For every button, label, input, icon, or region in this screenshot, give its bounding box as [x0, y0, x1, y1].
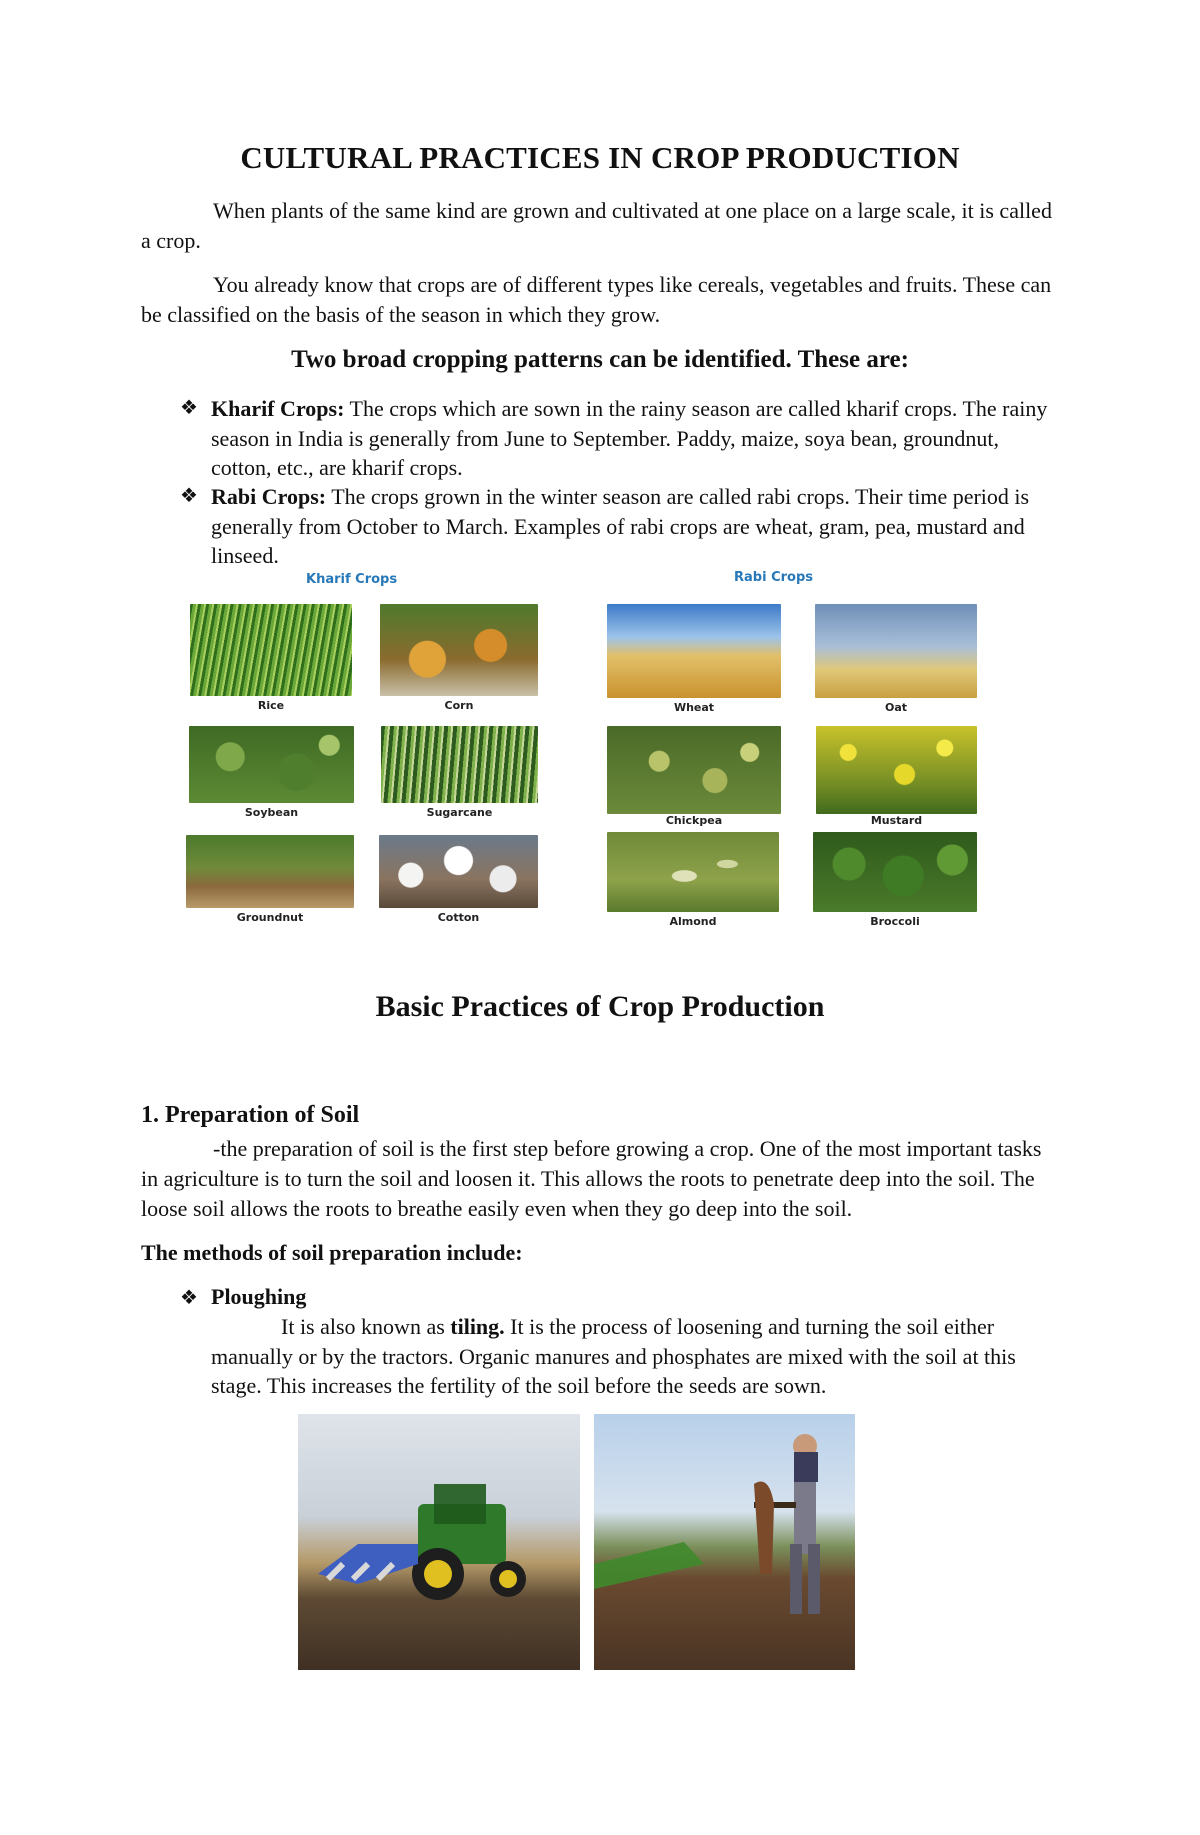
broccoli-photo — [813, 832, 977, 912]
chickpea-photo — [607, 726, 781, 814]
groundnut-photo — [186, 835, 354, 908]
wheat-caption: Wheat — [673, 701, 715, 714]
intro-paragraph-1: When plants of the same kind are grown and cultivated at one place on a large scale, it is called a crop. — [141, 198, 1052, 253]
ploughing-paragraph — [211, 1312, 1061, 1401]
soybean-caption: Soybean — [244, 806, 299, 819]
kharif-gallery-title: Kharif Crops — [306, 572, 398, 587]
wheat-photo — [607, 604, 781, 698]
rabi-gallery-title: Rabi Crops — [734, 570, 813, 585]
bullet-term: Kharif Crops: — [211, 396, 345, 421]
corn-caption: Corn — [444, 699, 474, 712]
diamond-bullet-icon: ❖ — [180, 1287, 198, 1309]
sugarcane-caption: Sugarcane — [426, 806, 493, 819]
cropping-patterns-heading: Two broad cropping patterns can be identified. These are: — [291, 346, 909, 373]
almond-caption: Almond — [669, 915, 717, 928]
mustard-caption: Mustard — [870, 814, 923, 827]
rice-photo — [190, 604, 352, 696]
cotton-caption: Cotton — [437, 911, 480, 924]
broccoli-caption: Broccoli — [870, 915, 920, 928]
groundnut-caption: Groundnut — [236, 911, 304, 924]
ploughing-text-start: It is also known as — [281, 1314, 451, 1339]
page-title: CULTURAL PRACTICES IN CROP PRODUCTION — [240, 140, 960, 175]
ploughing-text-end: It is the process of loosening and turning the soil either manually or by the tractors. Organic manures and phosphates are mixed with the soil at this stage. This increases the fertility of the soil before the seeds are sown. — [211, 1314, 1016, 1398]
oat-caption: Oat — [884, 701, 908, 714]
ploughing-term: tiling. — [450, 1314, 505, 1339]
tractor-ploughing-photo — [298, 1414, 580, 1670]
chickpea-caption: Chickpea — [665, 814, 723, 827]
mustard-photo — [816, 726, 977, 814]
list-item-rabi — [180, 482, 1061, 571]
bullet-text: The crops which are sown in the rainy season are called kharif crops. The rainy season in India is generally from June to September. Paddy, maize, soya bean, groundnut, cotton, etc., are kharif crops. — [211, 396, 1048, 480]
bullet-text: The crops grown in the winter season are called rabi crops. Their time period is generally from October to March. Examples of rabi crops are wheat, gram, pea, mustard and linseed. — [211, 484, 1030, 568]
list-item-kharif — [180, 394, 1061, 483]
oat-photo — [815, 604, 977, 698]
diamond-bullet-icon: ❖ — [180, 397, 198, 419]
ploughing-heading: Ploughing — [211, 1284, 307, 1309]
methods-heading: The methods of soil preparation include: — [141, 1240, 523, 1265]
sugarcane-photo — [381, 726, 538, 803]
almond-photo — [607, 832, 779, 912]
cotton-photo — [379, 835, 538, 908]
intro-paragraph-2: You already know that crops are of different types like cereals, vegetables and fruits. These can be classified on the basis of the season in which they grow. — [141, 272, 1052, 327]
ox-ploughing-photo — [594, 1414, 855, 1670]
section-title: Basic Practices of Crop Production — [375, 990, 825, 1023]
bullet-term: Rabi Crops: — [211, 484, 327, 509]
corn-photo — [380, 604, 538, 696]
diamond-bullet-icon: ❖ — [180, 485, 198, 507]
soil-preparation-heading: 1. Preparation of Soil — [141, 1102, 360, 1128]
soil-preparation-paragraph: -the preparation of soil is the first step before growing a crop. One of the most important tasks in agriculture is to turn the soil and loosen it. This allows the roots to penetrate deep into the soil. The loose soil allows the roots to breathe easily even when they go deep into the soil. — [141, 1136, 1042, 1221]
soybean-photo — [189, 726, 354, 803]
rice-caption: Rice — [257, 699, 285, 712]
